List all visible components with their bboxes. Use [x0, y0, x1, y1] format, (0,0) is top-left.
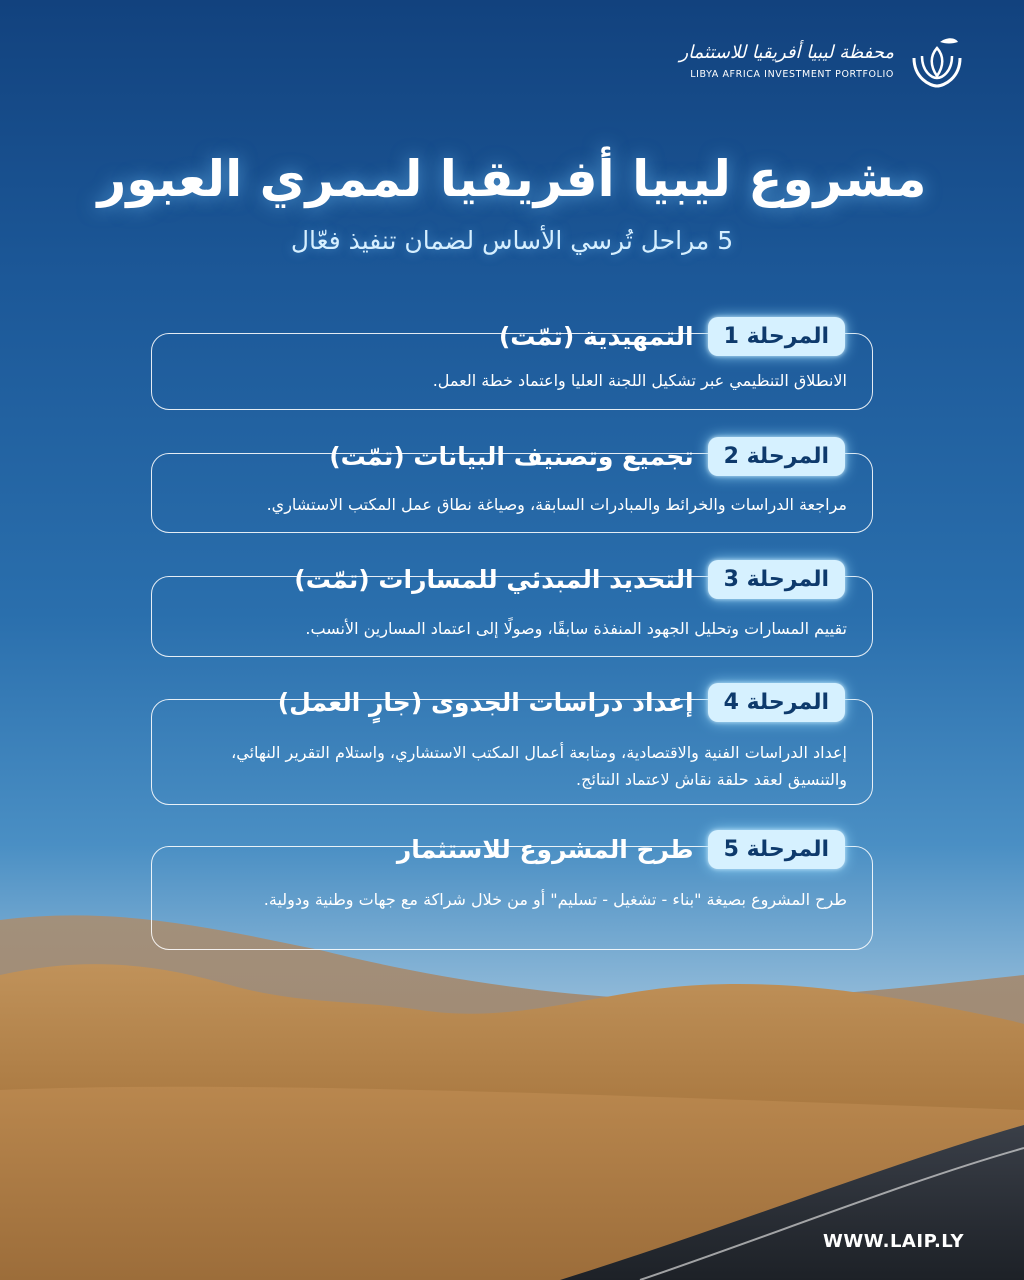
- brand-name-arabic: محفظة ليبيا أفريقيا للاستثمار: [679, 42, 894, 63]
- phase-header: [329, 437, 845, 476]
- page-subtitle: 5 مراحل تُرسي الأساس لضمان تنفيذ فعّال: [290, 226, 734, 255]
- phase-card-3: [151, 560, 873, 657]
- phase-number-badge: المرحلة 3: [708, 560, 845, 599]
- phase-description: طرح المشروع بصيغة "بناء - تشغيل - تسليم" أو من خلال شراكة مع جهات وطنية ودولية.: [263, 890, 847, 909]
- brand-name-english: LIBYA AFRICA INVESTMENT PORTFOLIO: [690, 69, 894, 80]
- phase-card-5: [151, 830, 873, 950]
- phase-description: تقييم المسارات وتحليل الجهود المنفذة سابقًا، وصولًا إلى اعتماد المسارين الأنسب.: [305, 619, 847, 638]
- phase-description: الانطلاق التنظيمي عبر تشكيل اللجنة العليا واعتماد خطة العمل.: [432, 371, 847, 390]
- brand-emblem-icon: [908, 32, 966, 90]
- phase-header: [397, 830, 845, 869]
- phase-header: [499, 317, 845, 356]
- phase-title: التمهيدية (تمّت): [498, 322, 694, 351]
- phase-number-badge: المرحلة 2: [708, 437, 845, 476]
- phase-header: [294, 560, 845, 599]
- phase-title: التحديد المبدئي للمسارات (تمّت): [294, 565, 694, 594]
- page-title: مشروع ليبيا أفريقيا لممري العبور: [97, 150, 927, 208]
- phase-card-4: [151, 683, 873, 805]
- phase-header: [278, 683, 845, 722]
- phase-number-badge: المرحلة 1: [708, 317, 845, 356]
- website-link[interactable]: WWW.LAIP.LY: [823, 1231, 964, 1252]
- phase-card-2: [151, 437, 873, 533]
- phase-description: إعداد الدراسات الفنية والاقتصادية، ومتابعة أعمال المكتب الاستشاري، واستلام التقرير النهائي، والتنسيق لعقد حلقة نقاش لاعتماد النتائج.: [231, 743, 847, 789]
- brand-text: [679, 42, 894, 80]
- phase-description: مراجعة الدراسات والخرائط والمبادرات السابقة، وصياغة نطاق عمل المكتب الاستشاري.: [266, 495, 847, 514]
- phase-card-1: [151, 317, 873, 410]
- phase-title: طرح المشروع للاستثمار: [396, 835, 694, 864]
- phase-title: إعداد دراسات الجدوى (جارٍ العمل): [277, 688, 694, 717]
- phase-title: تجميع وتصنيف البيانات (تمّت): [329, 442, 694, 471]
- phase-number-badge: المرحلة 4: [708, 683, 845, 722]
- brand-logo: [679, 32, 966, 90]
- phase-number-badge: المرحلة 5: [708, 830, 845, 869]
